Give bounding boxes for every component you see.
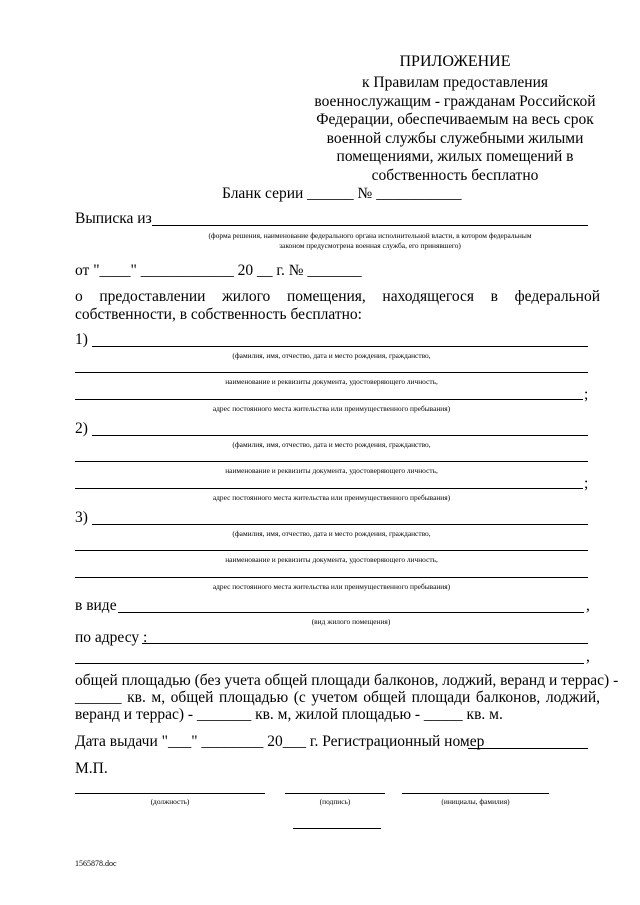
appendix-line: военнослужащим - гражданам Российской (314, 92, 596, 110)
date-line: от "____" ____________ 20 __ г. № _______ (75, 262, 362, 279)
person-number: 3) (75, 509, 88, 526)
blank-series: Бланк серии ______ № ___________ (222, 185, 462, 202)
stamp-label: М.П. (75, 760, 108, 777)
address-end: , (586, 648, 590, 665)
document-id: 1565878.doc (75, 859, 117, 868)
appendix-line: собственность бесплатно (371, 166, 539, 184)
person-name-caption: (фамилия, имя, отчество, дата и место рождения, гражданство, (232, 351, 431, 360)
area-line-2: ______ кв. м, общей площадью (с учетом общей площади балконов, лоджий, (75, 689, 600, 706)
type-label: в виде (75, 597, 117, 614)
appendix-subtitle (310, 74, 600, 186)
address-field-2[interactable] (75, 663, 584, 664)
type-end: , (586, 597, 590, 614)
person-address-caption: адрес постоянного места жительства или преимущественного пребывания) (212, 582, 451, 591)
name-caption: (инициалы, фамилия) (441, 797, 510, 806)
person-doc-caption: наименование и реквизиты документа, удостоверяющего личность, (225, 377, 438, 386)
position-caption: (должность) (150, 797, 190, 806)
appendix-line: Федерации, обеспечиваемым на весь срок (316, 111, 594, 129)
person-number: 2) (75, 420, 88, 437)
person-address-caption: адрес постоянного места жительства или преимущественного пребывания) (212, 493, 451, 502)
provision-line-2: собственности, в собственность бесплатно: (75, 306, 362, 323)
appendix-line: помещениями, жилых помещений в (336, 148, 574, 166)
separator-line (293, 828, 381, 829)
address-label: по адресу : (75, 629, 148, 646)
type-field[interactable] (118, 612, 584, 613)
area-line-1: общей площадью (без учета общей площади балконов, лоджий, веранд и террас) - (75, 672, 619, 689)
person-number: 1) (75, 331, 88, 348)
person-end-mark: ; (584, 475, 589, 492)
issue-line: Дата выдачи "___" ________ 20___ г. Регистрационный номер (75, 733, 485, 750)
person-doc-field[interactable] (75, 372, 588, 373)
type-caption: (вид жилого помещения) (311, 617, 391, 626)
person-address-field[interactable] (75, 488, 583, 489)
extract-caption-2: законом предусмотрена военная служба, его принявшего) (279, 241, 461, 250)
person-name-field[interactable] (92, 524, 588, 525)
person-doc-field[interactable] (75, 461, 588, 462)
person-end-mark: ; (584, 386, 589, 403)
extract-label: Выписка из (75, 210, 152, 227)
person-name-caption: (фамилия, имя, отчество, дата и место рождения, гражданство, (232, 529, 431, 538)
extract-caption-1: (форма решения, наименование федерального органа исполнительной власти, в котором федеральным (208, 231, 532, 240)
person-name-caption: (фамилия, имя, отчество, дата и место рождения, гражданство, (232, 440, 431, 449)
area-line-3: веранд и террас) - _______ кв. м, жилой площадью - _____ кв. м. (75, 706, 503, 723)
person-doc-caption: наименование и реквизиты документа, удостоверяющего личность, (225, 555, 438, 564)
provision-line-1: о предоставлении жилого помещения, находящегося в федеральной (75, 288, 600, 305)
person-name-field[interactable] (92, 346, 588, 347)
signature-caption: (подпись) (319, 797, 351, 806)
extract-field[interactable] (152, 225, 588, 226)
person-address-field[interactable] (75, 577, 588, 578)
person-doc-caption: наименование и реквизиты документа, удостоверяющего личность, (225, 466, 438, 475)
position-field[interactable] (75, 793, 265, 794)
address-field[interactable] (142, 643, 588, 644)
person-name-field[interactable] (92, 435, 588, 436)
appendix-line: военной службы служебными жилыми (326, 129, 584, 147)
signature-field[interactable] (285, 793, 385, 794)
person-doc-field[interactable] (75, 550, 588, 551)
name-field[interactable] (402, 793, 549, 794)
person-address-field[interactable] (75, 399, 583, 400)
appendix-title: ПРИЛОЖЕНИЕ (399, 53, 511, 70)
registration-number-field[interactable] (468, 748, 588, 749)
person-address-caption: адрес постоянного места жительства или преимущественного пребывания) (212, 404, 451, 413)
appendix-line: к Правилам предоставления (361, 74, 549, 91)
